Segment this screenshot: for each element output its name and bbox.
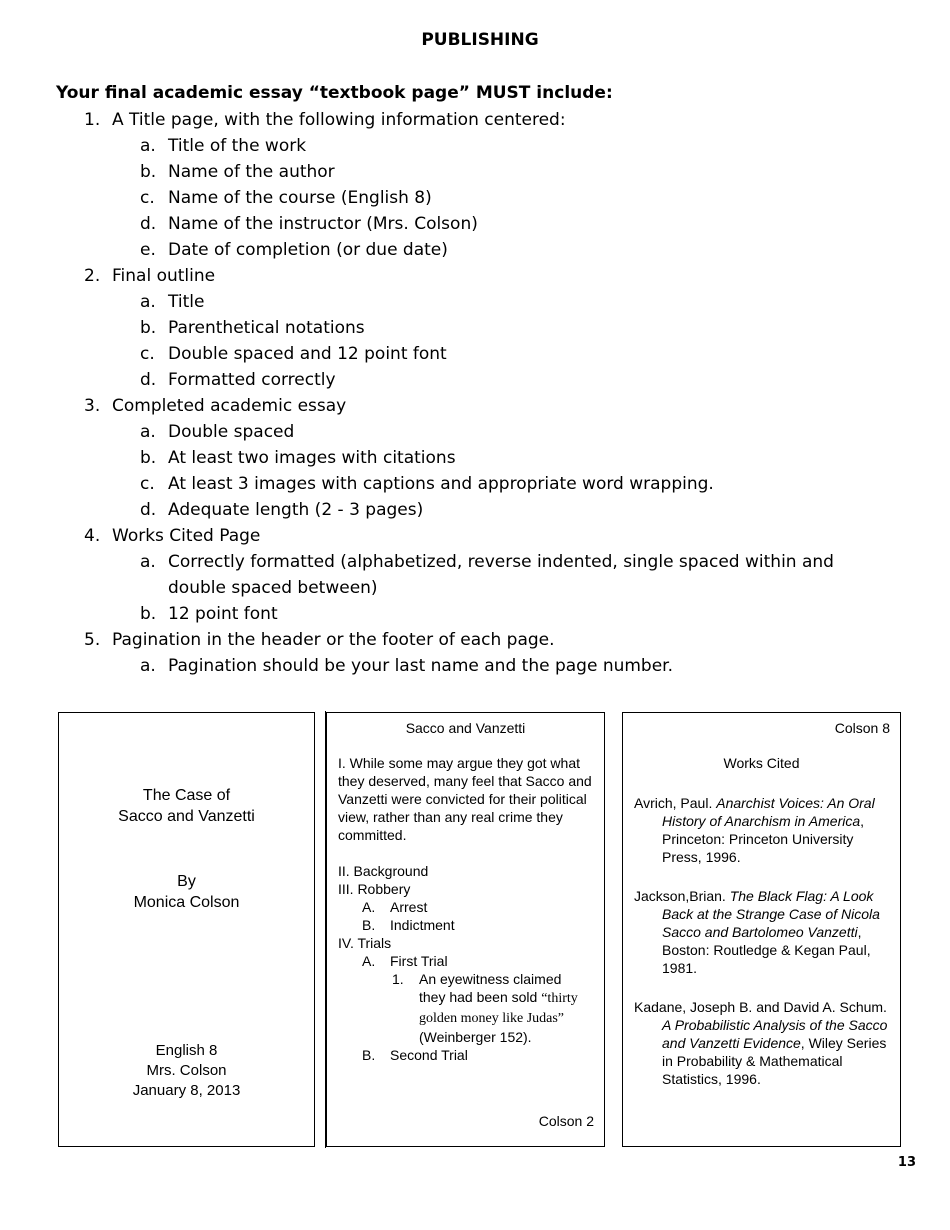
citation-entry: Kadane, Joseph B. and David A. Schum. A Probabilistic Analysis of the Sacco and Vanzetti Evidence, Wiley Series in Probability & Mathematical Statistics, 1996. xyxy=(634,999,888,1087)
works-cited-title: Works Cited xyxy=(723,755,800,771)
list-subitem: c. At least 3 images with captions and appropriate word wrapping. xyxy=(140,474,714,494)
sample-author-block: By Monica Colson xyxy=(133,873,240,911)
sample-title: The Case of Sacco and Vanzetti xyxy=(118,787,255,825)
list-item: 5. Pagination in the header or the footer of each page. xyxy=(84,630,555,650)
sample-course-block: English 8 Mrs. Colson January 8, 2013 xyxy=(132,1042,241,1099)
list-subitem: d. Adequate length (2 - 3 pages) xyxy=(140,500,424,520)
sample-outline-page xyxy=(326,712,605,1147)
citation-entry: Jackson,Brian. The Black Flag: A Look Back at the Strange Case of Nicola Sacco and Bartolomeo Vanzetti, Boston: Routledge & Kegan Paul, 1981. xyxy=(634,888,880,976)
citation-entry: Avrich, Paul. Anarchist Voices: An Oral History of Anarchism in America, Princeton: Princeton University Press, 1996. xyxy=(634,795,875,865)
outline-heading: Sacco and Vanzetti xyxy=(405,720,526,736)
works-cited-header: Colson 8 xyxy=(834,720,890,736)
list-subitem: c. Double spaced and 12 point font xyxy=(140,344,447,364)
intro-text: Your final academic essay “textbook page” MUST include: xyxy=(56,83,613,103)
list-subitem: b. At least two images with citations xyxy=(140,448,456,468)
list-subitem: a. Pagination should be your last name and the page number. xyxy=(140,656,674,676)
sample-title-page xyxy=(58,712,315,1147)
list-item: 3. Completed academic essay xyxy=(84,396,347,416)
list-subitem: a. Correctly formatted (alphabetized, reverse indented, single spaced within and double spaced between) xyxy=(140,552,834,598)
sample-works-cited-page xyxy=(622,712,901,1147)
outline-body: I. While some may argue they got what they deserved, many feel that Sacco and Vanzetti were convicted for their political view, rather than any real crime they committed. II. Background III. Robbery A. Arrest B. Indictment IV. Trials A. First Trial 1. An eyewitness claimed they had been sold “thirty golden money like Judas” (Weinberger 152). B. Second Trial xyxy=(338,755,592,1063)
list-subitem: e. Date of completion (or due date) xyxy=(140,240,448,260)
outline-footer: Colson 2 xyxy=(538,1113,594,1129)
list-subitem: b. 12 point font xyxy=(140,604,278,624)
page-number: 13 xyxy=(897,1155,916,1170)
list-subitem: d. Name of the instructor (Mrs. Colson) xyxy=(140,214,478,234)
list-subitem: b. Name of the author xyxy=(140,162,335,182)
list-subitem: d. Formatted correctly xyxy=(140,370,336,390)
list-item: 2. Final outline xyxy=(84,266,216,286)
list-subitem: b. Parenthetical notations xyxy=(140,318,365,338)
list-subitem: a. Title xyxy=(140,292,205,312)
works-cited-list xyxy=(634,794,889,1109)
list-item: 1. A Title page, with the following information centered: xyxy=(84,110,566,130)
requirements-list xyxy=(0,107,950,679)
page-heading: PUBLISHING xyxy=(421,30,539,50)
list-subitem: a. Double spaced xyxy=(140,422,295,442)
list-item: 4. Works Cited Page xyxy=(84,526,261,546)
list-subitem: c. Name of the course (English 8) xyxy=(140,188,432,208)
list-subitem: a. Title of the work xyxy=(140,136,307,156)
